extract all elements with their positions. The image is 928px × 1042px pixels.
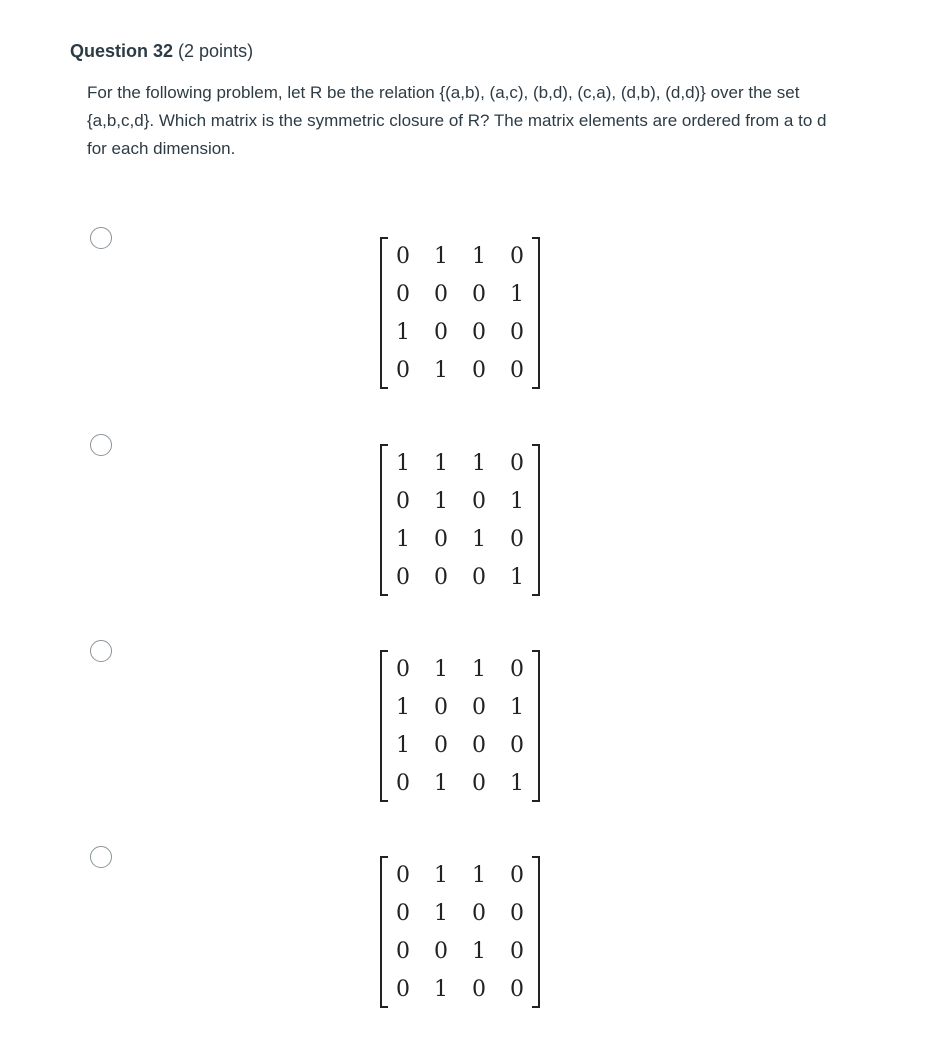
matrix-cell: 0	[434, 732, 448, 758]
matrix-cell: 0	[396, 862, 410, 888]
answer-option	[0, 640, 928, 820]
matrix-cell: 0	[396, 357, 410, 383]
matrix-cell: 0	[396, 900, 410, 926]
matrix-cell: 1	[510, 488, 524, 514]
matrix-cell: 0	[472, 900, 486, 926]
matrix-cell: 0	[472, 281, 486, 307]
matrix-cell: 0	[510, 357, 524, 383]
matrix-cell: 0	[510, 450, 524, 476]
question-text: For the following problem, let R be the relation {(a,b), (a,c), (b,d), (c,a), (d,b), (d,d)} over the set {a,b,c,d}. Which matrix is the symmetric closure of R? The matrix elements are ordered from a to d for each dimension.	[87, 83, 827, 158]
matrix-cell: 0	[472, 732, 486, 758]
matrix-cell: 1	[472, 243, 486, 269]
matrix-cell: 0	[396, 976, 410, 1002]
question-points: (2 points)	[173, 41, 254, 61]
matrix-cell: 1	[510, 281, 524, 307]
radio-button[interactable]	[90, 640, 112, 662]
matrix-cells	[384, 237, 536, 389]
matrix-cell: 0	[396, 770, 410, 796]
matrix-cell: 0	[510, 243, 524, 269]
matrix-cell: 1	[510, 770, 524, 796]
matrix-cell: 1	[434, 900, 448, 926]
matrix-cells	[384, 650, 536, 802]
matrix-cell: 0	[472, 976, 486, 1002]
matrix-cell: 0	[434, 526, 448, 552]
matrix-cell: 1	[472, 938, 486, 964]
answer-option	[0, 434, 928, 614]
matrix-cell: 0	[396, 281, 410, 307]
matrix-cells	[384, 856, 536, 1008]
matrix-cell: 1	[434, 488, 448, 514]
matrix-cell: 0	[472, 488, 486, 514]
matrix-cell: 0	[434, 694, 448, 720]
radio-button[interactable]	[90, 434, 112, 456]
radio-button[interactable]	[90, 227, 112, 249]
matrix-cell: 1	[510, 564, 524, 590]
matrix-cell: 0	[510, 976, 524, 1002]
matrix-cell: 0	[396, 938, 410, 964]
matrix-cell: 0	[510, 319, 524, 345]
matrix-cell: 1	[510, 694, 524, 720]
matrix-cell: 1	[472, 862, 486, 888]
question-title	[70, 41, 253, 62]
matrix-cell: 1	[396, 319, 410, 345]
matrix-cell: 0	[434, 319, 448, 345]
matrix-cell: 0	[510, 862, 524, 888]
answer-option	[0, 227, 928, 407]
matrix-cell: 1	[434, 357, 448, 383]
answer-option	[0, 846, 928, 1026]
matrix	[380, 650, 540, 802]
matrix-cell: 0	[472, 357, 486, 383]
matrix-cell: 1	[434, 862, 448, 888]
radio-button[interactable]	[90, 846, 112, 868]
matrix-cell: 0	[434, 281, 448, 307]
matrix-cell: 0	[510, 656, 524, 682]
matrix-cell: 0	[510, 732, 524, 758]
matrix-cell: 0	[510, 938, 524, 964]
matrix-cell: 1	[472, 450, 486, 476]
matrix-cell: 0	[434, 564, 448, 590]
matrix-cell: 0	[510, 526, 524, 552]
matrix-cell: 1	[472, 656, 486, 682]
matrix-cell: 0	[396, 656, 410, 682]
matrix-cell: 1	[434, 450, 448, 476]
matrix-cell: 1	[396, 694, 410, 720]
matrix-cell: 1	[396, 732, 410, 758]
matrix	[380, 444, 540, 596]
matrix-cell: 1	[434, 770, 448, 796]
matrix-cell: 1	[434, 976, 448, 1002]
matrix-cell: 0	[510, 900, 524, 926]
matrix-cell: 0	[472, 694, 486, 720]
matrix-cell: 0	[396, 243, 410, 269]
matrix-cell: 0	[472, 564, 486, 590]
matrix-cell: 0	[396, 488, 410, 514]
matrix-cell: 1	[434, 656, 448, 682]
matrix-cells	[384, 444, 536, 596]
matrix-cell: 1	[396, 450, 410, 476]
question-number: Question 32	[70, 41, 174, 61]
matrix-cell: 0	[472, 770, 486, 796]
matrix-cell: 0	[434, 938, 448, 964]
matrix-cell: 0	[472, 319, 486, 345]
matrix-cell: 1	[472, 526, 486, 552]
matrix-cell: 0	[396, 564, 410, 590]
matrix-cell: 1	[396, 526, 410, 552]
matrix	[380, 856, 540, 1008]
matrix	[380, 237, 540, 389]
matrix-cell: 1	[434, 243, 448, 269]
